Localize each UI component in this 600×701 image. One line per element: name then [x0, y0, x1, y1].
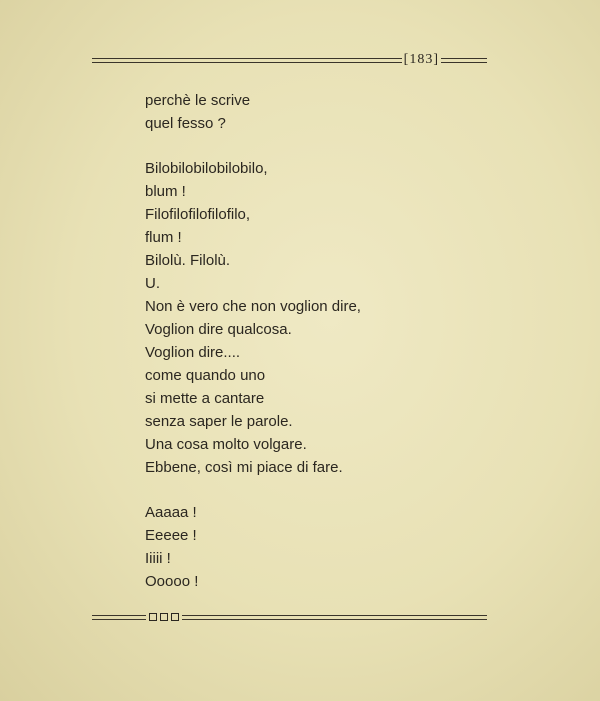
poem-body: [145, 89, 475, 593]
stanza-2: [145, 157, 475, 479]
footer-rule: [92, 609, 487, 625]
poem-line: Iiiii !: [145, 550, 171, 567]
stanza-1: [145, 89, 475, 135]
poem-line: Bilobilobilobilobilo,: [145, 160, 268, 177]
header-double-rule-right: [441, 58, 487, 63]
footer-ornament: [146, 613, 182, 621]
poem-line: quel fesso ?: [145, 115, 226, 132]
page-number: [183]: [403, 52, 439, 67]
poem-line: Voglion dire qualcosa.: [145, 321, 292, 338]
poem-line: Bilolù. Filolù.: [145, 252, 231, 269]
poem-line: Ooooo !: [145, 573, 199, 590]
ornament-square-icon: [160, 613, 168, 621]
poem-line: perchè le scrive: [145, 92, 251, 109]
poem-line: Non è vero che non voglion dire,: [145, 298, 361, 315]
poem-line: Ebbene, così mi piace di fare.: [145, 459, 343, 476]
poem-line: come quando uno: [145, 367, 266, 384]
poem-line: Una cosa molto volgare.: [145, 436, 307, 453]
poem-line: Aaaaa !: [145, 504, 197, 521]
poem-line: si mette a cantare: [145, 390, 265, 407]
footer-double-rule-right: [182, 615, 487, 620]
header-rule: [92, 52, 487, 68]
stanza-3: [145, 501, 475, 593]
poem-line: Eeeee !: [145, 527, 197, 544]
ornament-square-icon: [171, 613, 179, 621]
poem-line: blum !: [145, 183, 186, 200]
footer-double-rule-left: [92, 615, 146, 620]
poem-line: flum !: [145, 229, 182, 246]
poem-line: Voglion dire....: [145, 344, 241, 361]
ornament-square-icon: [149, 613, 157, 621]
poem-line: U.: [145, 275, 160, 292]
poem-line: senza saper le parole.: [145, 413, 293, 430]
poem-line: Filofilofilofilofilo,: [145, 206, 251, 223]
header-double-rule-left: [92, 58, 402, 63]
